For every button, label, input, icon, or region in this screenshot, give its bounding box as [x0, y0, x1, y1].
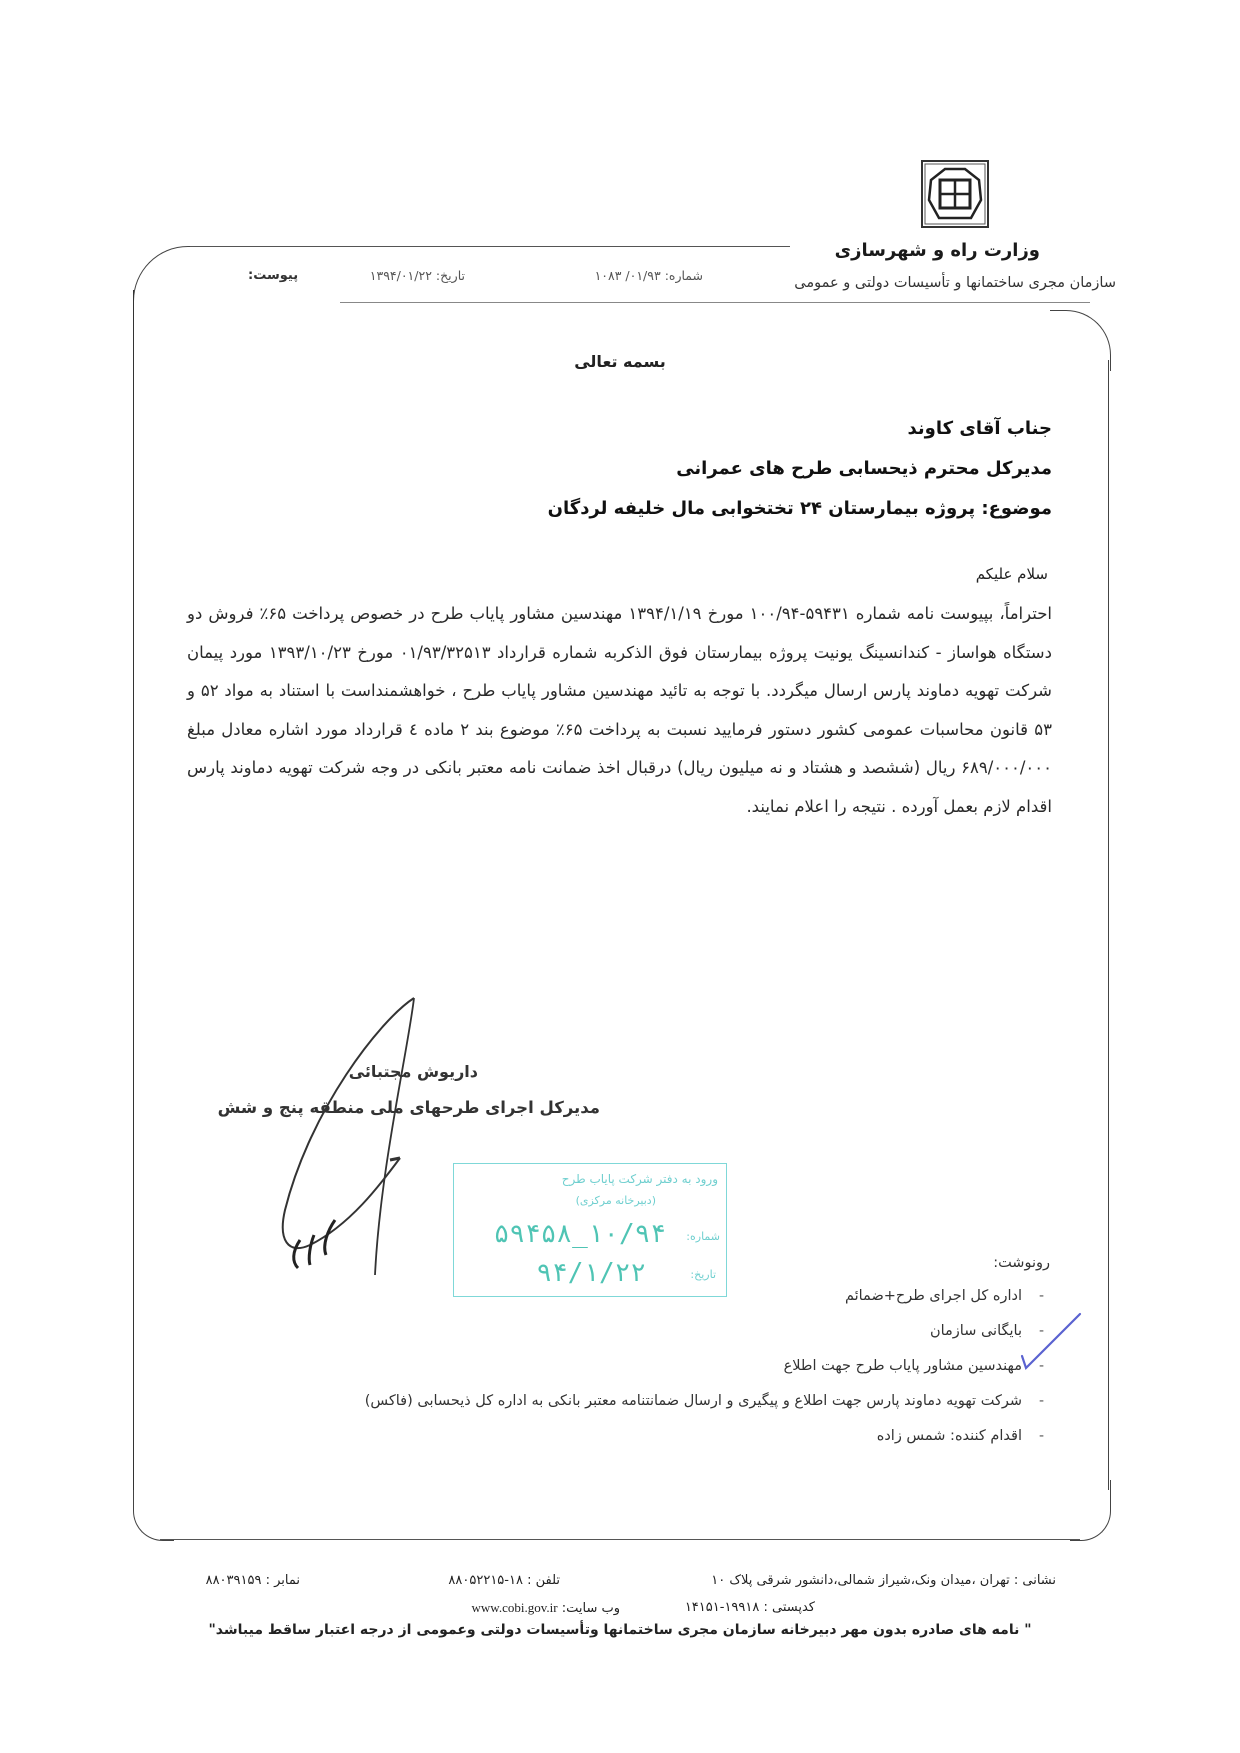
footer-fax	[206, 1573, 300, 1588]
receipt-stamp	[453, 1163, 727, 1297]
footer-validity-note: " نامه های صادره بدون مهر دبیرخانه سازمان مجری ساختمانها وتأسیسات دولتی وعمومی از درجه اعتبار ساقط میباشد"	[208, 1622, 1032, 1638]
cc-bullet: -	[1038, 1288, 1044, 1304]
subject-line: موضوع: پروژه بیمارستان ۲۴ تختخوابی مال خلیفه لردگان	[547, 498, 1052, 519]
basmala: بسمه تعالی	[574, 352, 666, 371]
stamp-number-value: ۱۰/۹۴_۵۹۴۵۸	[493, 1219, 666, 1249]
footer-fax-label: نمابر :	[265, 1573, 300, 1588]
handwritten-signature-icon	[230, 990, 430, 1290]
stamp-date-label: تاریخ:	[690, 1268, 716, 1281]
cc-item: اداره کل اجرای طرح+ضمائم	[844, 1288, 1022, 1304]
greeting: سلام علیکم	[975, 565, 1048, 583]
letter-number-value: ۰۱/۹۳/ ۱۰۸۳	[594, 268, 661, 283]
letter-number	[595, 268, 703, 283]
cc-item: شرکت تهویه دماوند پارس جهت اطلاع و پیگیری و ارسال ضمانتنامه معتبر بانکی به اداره کل ذیحسابی (فاکس)	[364, 1393, 1022, 1409]
frame-border	[133, 1490, 174, 1541]
cc-title: رونوشت:	[993, 1255, 1050, 1271]
ministry-emblem-icon	[921, 160, 989, 228]
cc-bullet: -	[1038, 1358, 1044, 1374]
footer-postal-code	[685, 1600, 815, 1615]
cc-item: مهندسین مشاور پایاب طرح جهت اطلاع	[783, 1358, 1022, 1374]
addressee-name: جناب آقای کاوند	[907, 418, 1052, 439]
footer-postal-value: ۱۹۹۱۸-۱۴۱۵۱	[684, 1600, 760, 1615]
footer-fax-value: ۸۸۰۳۹۱۵۹	[205, 1573, 262, 1588]
addressee-title: مدیرکل محترم ذیحسابی طرح های عمرانی	[676, 458, 1052, 479]
stamp-number-label: شماره:	[686, 1230, 720, 1243]
footer-website-label: وب سایت:	[561, 1601, 620, 1616]
stamp-subtitle: (دبیرخانه مرکزی)	[575, 1194, 656, 1207]
stamp-date-value: ۹۴/۱/۲۲	[536, 1258, 646, 1288]
letter-date-value: ۱۳۹۴/۰۱/۲۲	[369, 268, 432, 283]
checkmark-icon	[1020, 1310, 1090, 1380]
letter-number-label: شماره:	[664, 268, 703, 283]
footer-phone-value: ۱۸-۸۸۰۵۲۲۱۵	[448, 1573, 523, 1588]
footer-postal-label: کدپستی :	[763, 1600, 815, 1615]
signer-name: داریوش مجتبائی	[348, 1062, 478, 1081]
ministry-name: وزارت راه و شهرسازی	[834, 240, 1040, 261]
cc-bullet: -	[1038, 1428, 1044, 1444]
letter-date	[370, 268, 465, 283]
frame-border	[1050, 310, 1111, 371]
stamp-title: ورود به دفتر شرکت پایاب طرح	[561, 1172, 718, 1186]
letter-body: احتراماً، بپیوست نامه شماره ۵۹۴۳۱-۱۰۰/۹۴ مورخ ۱۳۹۴/۱/۱۹ مهندسین مشاور پایاب طرح در خصوص پرداخت ۶۵٪ فروش دو دستگاه هواساز - کندانسینگ یونیت پروژه بیمارستان فوق الذکربه شماره قرارداد ۰۱/۹۳/۳۲۵۱۳ مورخ ۱۳۹۳/۱۰/۲۳ مورد پیمان شرکت تهویه دماوند پارس ارسال میگردد. با توجه به تائید مهندسین مشاور پایاب طرح ، خواهشمنداست با استناد به مواد ۵۲ و ۵۳ قانون محاسبات عمومی کشور دستور فرمایید نسبت به پرداخت ۶۵٪ موضوع بند ۲ ماده ٤ قرارداد مورد اشاره معادل مبلغ ۶۸۹/۰۰۰/۰۰۰ ریال (ششصد و هشتاد و نه میلیون ریال) درقبال اخذ ضمانت نامه معتبر بانکی در وجه شرکت تهویه دماوند پارس اقدام لازم بعمل آورده . نتیجه را اعلام نمایند.	[187, 604, 1052, 816]
frame-border	[133, 246, 194, 307]
header-divider	[340, 302, 1090, 303]
cc-bullet: -	[1038, 1393, 1044, 1409]
cc-bullet: -	[1038, 1323, 1044, 1339]
cc-item: بایگانی سازمان	[929, 1323, 1022, 1339]
letter-date-label: تاریخ:	[435, 268, 465, 283]
footer-website-link[interactable]: www.cobi.gov.ir	[471, 1600, 558, 1615]
attachment-label: پیوست:	[248, 268, 299, 283]
footer-website	[472, 1600, 620, 1616]
frame-border	[133, 290, 134, 1500]
frame-border	[190, 246, 790, 247]
footer-address: نشانی : تهران ،میدان ونک،شیراز شمالی،دانشور شرقی پلاک ۱۰	[711, 1573, 1056, 1588]
footer-phone-label: تلفن :	[527, 1573, 560, 1588]
frame-border	[1070, 1480, 1111, 1541]
frame-border	[1108, 360, 1109, 1490]
frame-border	[160, 1539, 1080, 1540]
cc-item: اقدام کننده: شمس زاده	[876, 1428, 1022, 1444]
footer-phone	[448, 1573, 560, 1588]
signer-title: مدیرکل اجرای طرحهای ملی منطقه پنج و شش	[217, 1098, 600, 1117]
organization-name: سازمان مجری ساختمانها و تأسیسات دولتی و عمومی	[794, 275, 1116, 291]
